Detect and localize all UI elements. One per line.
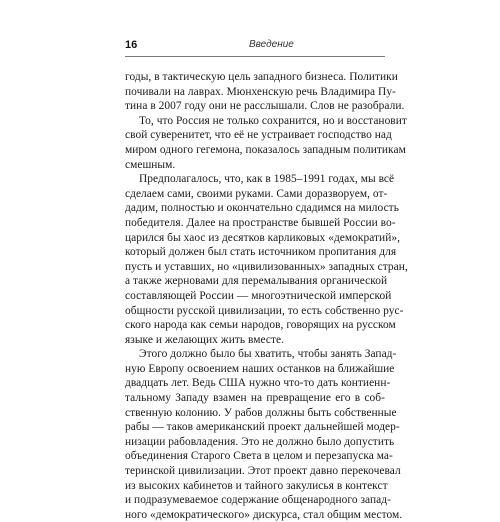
text-line: дадим, полностью и окончательно сдадимся на милость <box>125 202 399 215</box>
text-line: годы, в тактическую цель западного бизнеса. Политики <box>125 71 398 83</box>
page-header <box>125 38 385 57</box>
text-line: теринской цивилизации. Этот проект давно перекочевал <box>125 465 401 478</box>
paragraph <box>125 172 408 347</box>
text-line: объединения Старого Света в целом и перезапуска ма- <box>125 450 393 463</box>
paragraph <box>125 347 403 522</box>
text-line: ного «демократического» дискурса, стал общим местом. <box>125 508 403 521</box>
page-number: 16 <box>125 39 138 51</box>
text-line: миром одного гегемона, показалось западным политикам <box>125 143 406 156</box>
text-line: Этого должно было бы хватить, чтобы занять Запад- <box>139 348 397 361</box>
text-line: ственную колонию. У рабов должны быть собственные <box>125 406 397 419</box>
text-line: ную Европу освоением наших останков на ближайшие <box>125 362 395 375</box>
text-line: почивали на лаврах. Мюнхенскую речь Владимира Пу- <box>125 85 396 98</box>
text-line: общности русской цивилизации, то есть собственно рус- <box>125 304 404 317</box>
text-line: тальному Западу взамен на превращение его в соб- <box>125 392 385 405</box>
text-line: сделаем сами, своими руками. Сами доразворуем, от- <box>125 187 388 200</box>
text-line: Предполагалось, что, как в 1985–1991 годах, мы всё <box>139 173 395 186</box>
paragraph <box>125 114 407 172</box>
text-line: низации рабовладения. Это не должно было допустить <box>125 435 395 448</box>
text-line: пусть и уставших, но «цивилизованных» западных стран, <box>125 260 408 273</box>
text-line: языке и желающих жить вместе. <box>125 333 285 346</box>
text-line: составляющей России — многоэтнической имперской <box>125 289 392 302</box>
running-title: Введение <box>249 39 294 50</box>
paragraph <box>125 70 405 114</box>
text-line: свой суверенитет, что её не устраивает господство над <box>125 129 392 142</box>
text-line: а также жерновами для перемалывания органической <box>125 275 388 288</box>
text-line: двадцать лет. Ведь США нужно что-то дать контиенн- <box>125 377 391 390</box>
text-line: победителя. Далее на пространстве бывшей России во- <box>125 216 396 229</box>
text-line: То, что Россия не только сохранится, но и восстановит <box>139 114 407 127</box>
text-line: ского народа как семьи народов, говорящих на русском <box>125 319 396 332</box>
text-line: царился бы хаос из десятков карликовых «демократий», <box>125 231 400 244</box>
text-line: и подразумеваемое содержание общенародного запад- <box>125 494 391 507</box>
text-line: смешным. <box>125 158 176 171</box>
text-line: рабы — таков американский проект дальнейшей модер- <box>125 421 400 434</box>
text-line: тина в 2007 году они не расслышали. Слов не разобрали. <box>125 100 405 113</box>
body-text <box>125 70 408 522</box>
text-line: который должен был стать источником пропитания для <box>125 246 397 259</box>
text-line: из высоких кабинетов и тайного закулисья в контекст <box>125 479 388 492</box>
